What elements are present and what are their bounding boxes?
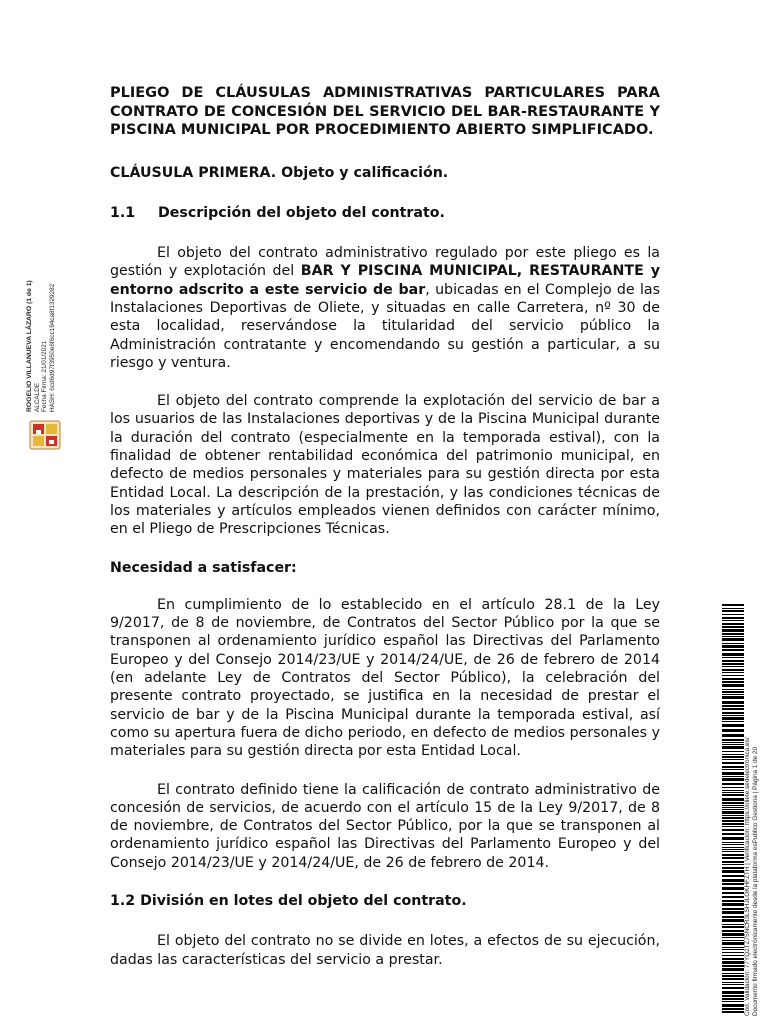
signature-date: Fecha Firma: 21/01/2021 bbox=[41, 340, 49, 412]
validation-line: Cód. Validación: 77YQ2TZ75NCR3LSHJLOKHFZTH | Verificación: https://oliete.sedelectronica.es/ bbox=[744, 737, 751, 1016]
section-title: Descripción del objeto del contrato. bbox=[158, 204, 445, 221]
municipal-seal-icon bbox=[28, 418, 62, 452]
paragraph-text: , ubicadas en el Complejo de las Instalaciones Deportivas de Oliete, y situadas en calle Carretera, nº 30 de esta localidad, reservándose la titularidad del servicio público la Administración contratante y encomendando su gestión a particular, a su riesgo y ventura. bbox=[110, 281, 660, 371]
paragraph-scope: El objeto del contrato comprende la explotación del servicio de bar a los usuarios de las Instalaciones deportivas y de la Piscina Municipal durante la duración del contrato (especialmente en la temporada estival), con la finalidad de obtener rentabilidad económica del patrimonio municipal, en defecto de medios personales y materiales para su gestión directa por esta Entidad Local. La descripción de la prestación, y las condiciones técnicas de los materiales y artículos empleados vienen definidos con carácter mínimo, en el Pliego de Prescripciones Técnicas. bbox=[110, 393, 660, 538]
paragraph-classification: El contrato definido tiene la calificación de contrato administrativo de concesión de servicios, de acuerdo con el artículo 15 de la Ley 9/2017, de 8 de noviembre, de Contratos del Sector Público, por la que se transponen al ordenamiento jurídico español las Directivas del Parlamento Europeo y del Consejo 2014/23/UE y 2014/24/UE, de 26 de febrero de 2014. bbox=[110, 781, 660, 871]
clause-heading: CLÁUSULA PRIMERA. Objeto y calificación. bbox=[110, 164, 449, 181]
paragraph-object bbox=[110, 244, 660, 372]
paragraph-text: El objeto del contrato administrativo regulado por este pliego es la gestión y explotación del bbox=[110, 245, 660, 280]
section-title: División en lotes del objeto del contrato. bbox=[140, 893, 467, 909]
validation-block bbox=[744, 604, 770, 1016]
section-number: 1.2 bbox=[110, 893, 136, 909]
signature-hash: HASH: 6cd6d97f3950e6f6cc194ca8f1329282 bbox=[48, 283, 56, 412]
document-title: PLIEGO DE CLÁUSULAS ADMINISTRATIVAS PARTICULARES PARA CONTRATO DE CONCESIÓN DEL SERVICIO DEL BAR-RESTAURANTE Y PISCINA MUNICIPAL POR PROCEDIMIENTO ABIERTO SIMPLIFICADO. bbox=[110, 85, 660, 138]
section-1-2-heading bbox=[110, 892, 660, 910]
signature-block bbox=[26, 186, 64, 412]
section-number: 1.1 bbox=[110, 204, 136, 221]
section-1-1-heading bbox=[110, 204, 660, 222]
validation-text bbox=[744, 604, 770, 1016]
paragraph-bold-text: BAR Y PISCINA MUNICIPAL, RESTAURANTE y entorno adscrito a este servicio de bar bbox=[110, 263, 660, 298]
paragraph-lots: El objeto del contrato no se divide en lotes, a efectos de su ejecución, dadas las características del servicio a prestar. bbox=[110, 933, 660, 968]
signer-role: ALCALDE bbox=[33, 382, 41, 412]
validation-line: Documento firmado electrónicamente desde la plataforma esPublico Gestiona | Página 1 de 20 bbox=[751, 746, 759, 1016]
signature-text bbox=[26, 186, 64, 412]
paragraph-need: En cumplimiento de lo establecido en el artículo 28.1 de la Ley 9/2017, de 8 de noviembre, de Contratos del Sector Público por la que se transponen al ordenamiento jurídico español las Directivas del Parlamento Europeo y del Consejo 2014/23/UE y 2014/24/UE, de 26 de febrero de 2014 (en adelante Ley de Contratos del Sector Público), la celebración del presente contrato proyectado, se justifica en la necesidad de prestar el servicio de bar y de la Piscina Municipal durante la temporada estival, así como su apertura fuera de dicho periodo, en defecto de medios personales y materiales para su gestión directa por esta Entidad Local. bbox=[110, 596, 660, 760]
barcode-icon bbox=[722, 604, 744, 1016]
document-body bbox=[110, 84, 660, 989]
need-heading: Necesidad a satisfacer: bbox=[110, 559, 297, 576]
signer-name: ROGELIO VILLANUEVA LÁZARO (1 de 1) bbox=[26, 280, 33, 412]
